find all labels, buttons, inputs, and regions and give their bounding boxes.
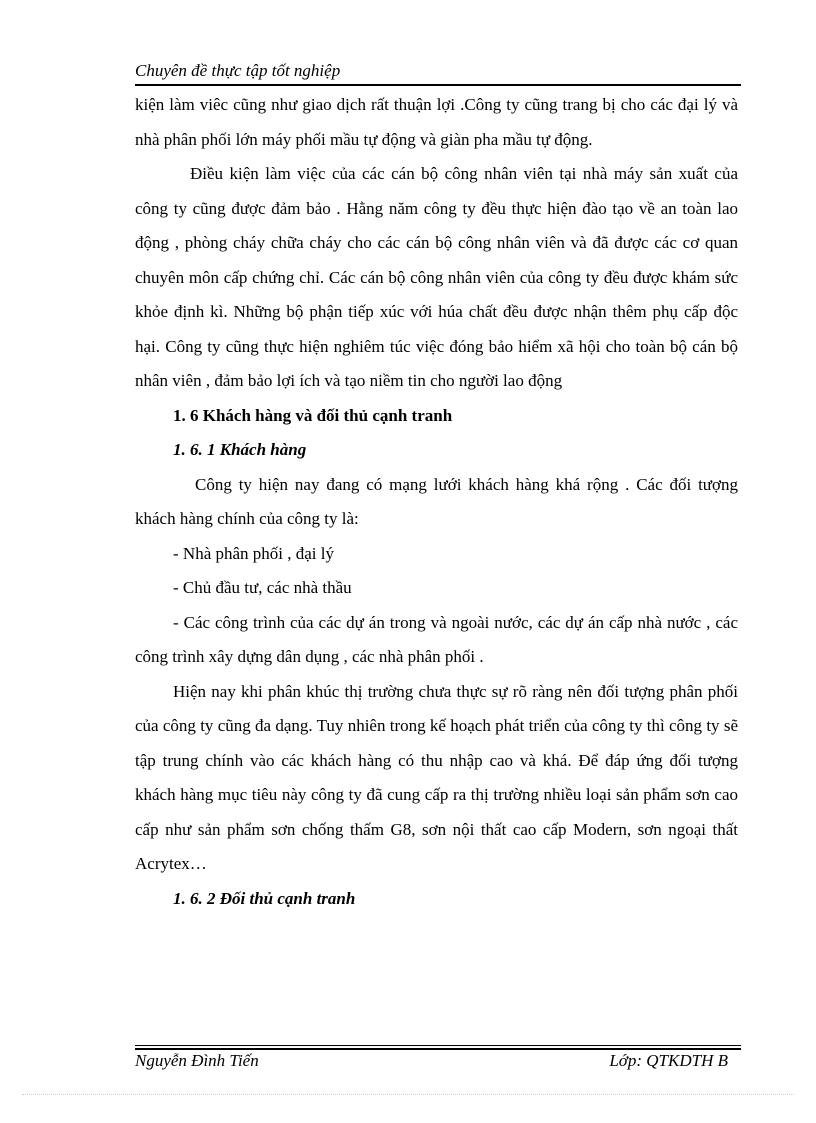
paragraph-market-segment: Hiện nay khi phân khúc thị trường chưa thực sự rõ ràng nên đối tượng phân phối của công ty cũng đa dạng. Tuy nhiên trong kế hoạch phát triển của công ty thì công ty sẽ tập trung chính vào các khách hàng có thu nhập cao và khá. Để đáp ứng đối tượng khách hàng mục tiêu này công ty đã cung cấp ra thị trường nhiều loại sản phẩm sơn cao cấp như sản phẩm sơn chống thấm G8, sơn nội thất cao cấp Modern, sơn ngoại thất Acrytex… bbox=[135, 681, 738, 873]
list-item: - Các công trình của các dự án trong và ngoài nước, các dự án cấp nhà nước , các công trình xây dựng dân dụng , các nhà phân phối . bbox=[135, 612, 738, 666]
header-divider bbox=[135, 84, 741, 86]
paragraph-customer-network: Công ty hiện nay đang có mạng lưới khách hàng khá rộng . Các đối tượng khách hàng chính của công ty là: bbox=[135, 474, 738, 528]
footer-divider-thin bbox=[135, 1045, 741, 1046]
page-header-title: Chuyên đề thực tập tốt nghiệp bbox=[135, 61, 341, 80]
subsection-heading-customers: 1. 6. 1 Khách hàng bbox=[173, 440, 307, 459]
list-item: - Chủ đầu tư, các nhà thầu bbox=[173, 578, 352, 597]
document-body bbox=[135, 88, 738, 916]
footer-author: Nguyễn Đình Tiến bbox=[135, 1051, 259, 1070]
section-heading-customers-competitors: 1. 6 Khách hàng và đối thủ cạnh tranh bbox=[173, 405, 453, 425]
paragraph-working-conditions: Điều kiện làm việc của các cán bộ công nhân viên tại nhà máy sản xuất của công ty cũng được đảm bảo . Hằng năm công ty đều thực hiện đào tạo về an toàn lao động , phòng cháy chữa cháy cho các cán bộ công nhân viên và đã được các cơ quan chuyên môn cấp chứng chỉ. Các cán bộ công nhân viên của công ty đều được khám sức khỏe định kì. Những bộ phận tiếp xúc với húa chất đều được nhận thêm phụ cấp độc hại. Công ty cũng thực hiện nghiêm túc việc đóng bảo hiểm xã hội cho toàn bộ cán bộ nhân viên , đảm bảo lợi ích và tạo niềm tin cho người lao động bbox=[135, 164, 738, 390]
paragraph-continuation: kiện làm viêc cũng như giao dịch rất thuận lợi .Công ty cũng trang bị cho các đại lý và nhà phân phối lớn máy phối mầu tự động và giàn pha mầu tự động. bbox=[135, 95, 738, 149]
footer-class-label: Lớp: QTKDTH B bbox=[609, 1051, 728, 1070]
subsection-heading-competitors: 1. 6. 2 Đối thủ cạnh tranh bbox=[173, 888, 356, 908]
list-item: - Nhà phân phối , đại lý bbox=[173, 543, 334, 563]
page-bottom-edge bbox=[22, 1094, 794, 1095]
